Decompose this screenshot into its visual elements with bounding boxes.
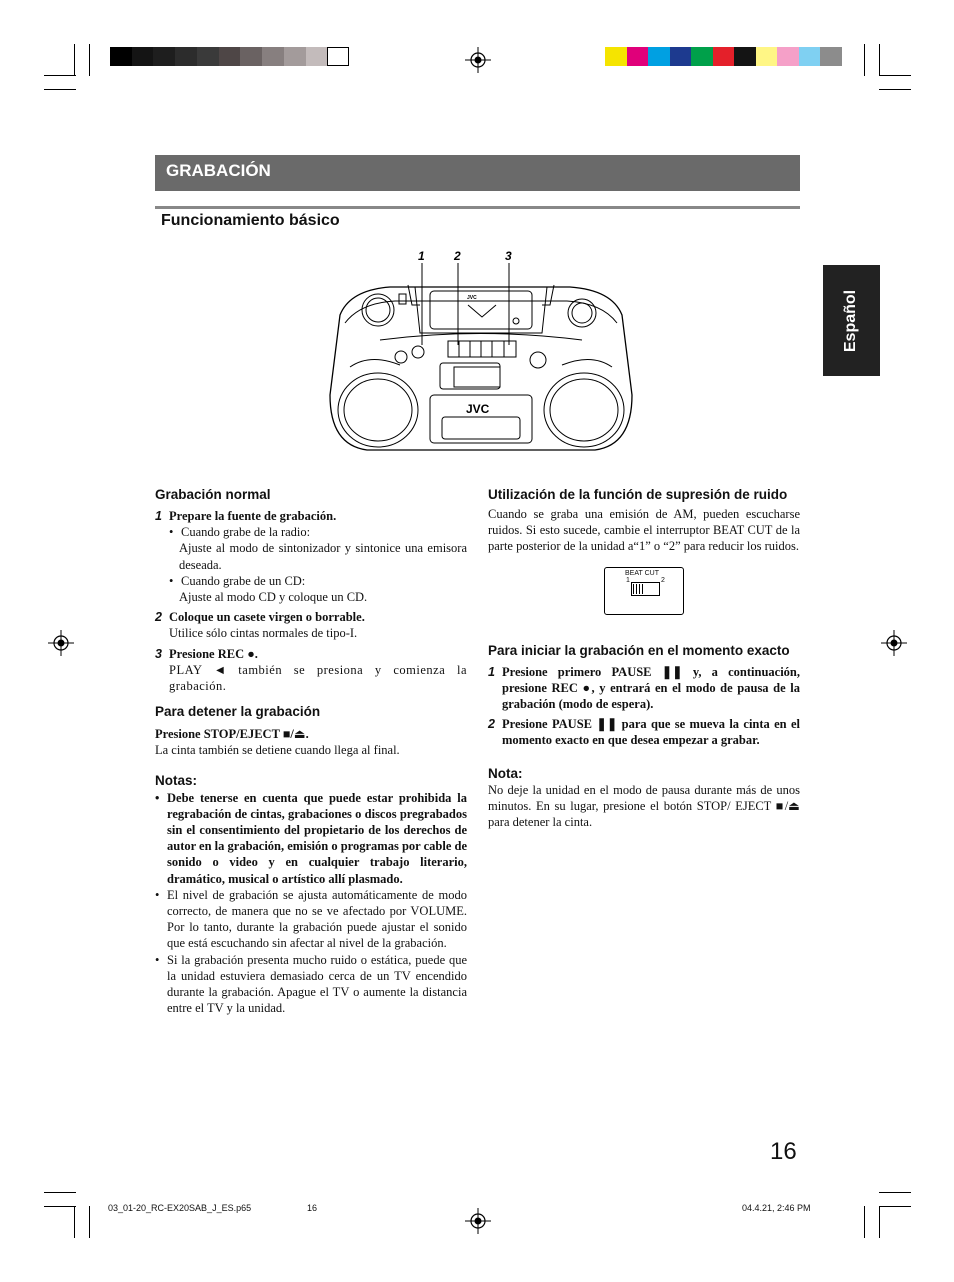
bullet-dot: •	[155, 887, 160, 902]
heading-momento-exacto: Para iniciar la grabación en el momento exacto	[488, 642, 790, 658]
beat-cut-slider-track	[631, 582, 660, 596]
step-number: 3	[155, 646, 162, 661]
stop-note: La cinta también se detiene cuando llega al final.	[155, 743, 400, 758]
crop-mark	[74, 44, 75, 76]
bullet-dot: •	[155, 952, 160, 967]
color-swatch	[777, 47, 799, 66]
step-title: Coloque un casete virgen o borrable.	[169, 610, 365, 625]
crop-mark	[44, 89, 76, 90]
crop-mark	[879, 1206, 911, 1207]
cd-lid	[415, 287, 547, 333]
color-swatch	[648, 47, 670, 66]
color-swatch	[605, 47, 627, 66]
section-title: GRABACIÓN	[166, 161, 271, 180]
color-swatch	[756, 47, 778, 66]
exact-step-2	[488, 716, 800, 748]
subsection-title: Funcionamiento básico	[161, 212, 340, 229]
crop-mark	[89, 44, 90, 76]
crop-mark	[44, 1206, 76, 1207]
color-swatch	[197, 47, 219, 66]
color-swatch	[670, 47, 692, 66]
step-text: Presione PAUSE ❚❚ para que se mueva la cinta en el momento exacto en que desea empezar a grabar.	[502, 717, 800, 748]
color-swatch	[327, 47, 349, 66]
registration-mark-top	[465, 47, 491, 73]
left-speaker	[338, 373, 418, 447]
beat-cut-slider-knob	[633, 584, 645, 594]
right-speaker	[544, 373, 624, 447]
noise-body: Cuando se graba una emisión de AM, pueden escucharse ruidos. Si esto sucede, cambie el interruptor BEAT CUT de la parte posterior de la unidad a“1” o “2” para reducir los ruidos.	[488, 507, 800, 554]
callout-1: 1	[418, 249, 425, 263]
color-swatch	[734, 47, 756, 66]
color-swatch	[153, 47, 175, 66]
color-swatch	[799, 47, 821, 66]
crop-mark	[879, 75, 911, 76]
bullet-item	[155, 524, 467, 540]
step-2	[155, 609, 467, 625]
step-title: Prepare la fuente de grabación.	[169, 509, 337, 523]
crop-mark	[864, 1206, 865, 1238]
language-tab-text: Español	[842, 289, 860, 352]
step-title: Presione REC ●.	[169, 646, 258, 661]
step-text: Presione primero PAUSE ❚❚ y, a continuación, presione REC ●, y entrará en el modo de pausa de la grabación (modo de espera).	[502, 664, 800, 712]
registration-mark-left	[48, 630, 74, 656]
color-swatch	[175, 47, 197, 66]
crop-mark	[44, 75, 76, 76]
volume-knob	[362, 294, 394, 326]
registration-mark-bottom	[465, 1208, 491, 1234]
note-item	[155, 790, 467, 887]
exact-step-1	[488, 664, 800, 713]
note-item	[155, 952, 467, 1017]
crop-mark	[89, 1206, 90, 1238]
heading-nota: Nota:	[488, 765, 523, 781]
bullet-item	[155, 573, 467, 589]
registration-mark-right	[881, 630, 907, 656]
step-1	[155, 508, 467, 524]
nota-body: No deje la unidad en el modo de pausa durante más de unos minutos. En su lugar, presione el botón STOP/ EJECT ■/⏏ para detener la cinta.	[488, 782, 800, 830]
stop-instruction: Presione STOP/EJECT ■/⏏.	[155, 727, 309, 742]
footer-date: 04.4.21, 2:46 PM	[742, 1203, 811, 1213]
heading-grabacion-normal: Grabación normal	[155, 487, 271, 502]
footer-page: 16	[307, 1203, 318, 1213]
bullet-detail: Ajuste al modo de sintonizador y sintonice una emisora deseada.	[179, 541, 467, 572]
crop-mark	[879, 44, 880, 76]
step-3	[155, 646, 467, 662]
callout-2: 2	[454, 249, 461, 263]
crop-mark	[879, 1206, 880, 1238]
bullet-dot: •	[169, 525, 174, 540]
brand-logo: JVC	[466, 402, 490, 416]
crop-mark	[74, 1206, 75, 1238]
beat-cut-pos-2: 2	[661, 576, 665, 584]
note-item	[155, 887, 467, 952]
color-swatch	[219, 47, 241, 66]
cmyk-color-bar	[605, 47, 842, 66]
color-swatch	[110, 47, 132, 66]
color-swatch	[627, 47, 649, 66]
note-text: Si la grabación presenta mucho ruido o estática, puede que la unidad estuviera demasiado cerca de un TV encendido durante la grabación. Apague el TV o aumente la distancia entre el TV y la unidad.	[167, 952, 467, 1016]
color-swatch	[820, 47, 842, 66]
crop-mark	[879, 89, 911, 90]
beat-cut-label: BEAT CUT	[625, 569, 659, 577]
color-swatch	[691, 47, 713, 66]
step-detail: Utilice sólo cintas normales de tipo-I.	[169, 626, 358, 641]
heading-notas: Notas:	[155, 772, 198, 788]
step-number: 1	[155, 509, 162, 523]
bullet-detail: Ajuste al modo CD y coloque un CD.	[179, 590, 368, 605]
heading-para-detener: Para detener la grabación	[155, 704, 321, 720]
bullet-text: Cuando grabe de un CD:	[181, 573, 306, 588]
section-rule	[155, 206, 800, 209]
beat-cut-switch	[604, 567, 684, 615]
gray-color-bar	[110, 47, 349, 66]
note-text: Debe tenerse en cuenta que puede estar prohibida la regrabación de cintas, grabaciones o discos pregrabados sin el consentimiento del propietario de los derechos de autor en la grabación, emisión o programas por cable de sonido o video y en cualquier trabajo literario, dramático, musical o artístico allí plasmado.	[167, 790, 467, 886]
bullet-dot: •	[155, 790, 160, 805]
note-text: El nivel de grabación se ajusta automáticamente de modo correcto, de manera que no se ve afectado por VOLUME. Por lo tanto, durante la grabación puede ajustar el sonido que está escuchando sin afectar al nivel de la grabación.	[167, 887, 467, 951]
step-number: 2	[155, 610, 162, 625]
bullet-dot: •	[169, 573, 174, 588]
footer-file: 03_01-20_RC-EX20SAB_J_ES.p65	[108, 1203, 252, 1213]
page-number: 16	[770, 1138, 797, 1165]
color-swatch	[240, 47, 262, 66]
small-brand-logo: JVC	[467, 295, 477, 301]
step-detail: PLAY ◄ también se presiona y comienza la grabación.	[169, 662, 467, 694]
beat-cut-pos-1: 1	[626, 576, 630, 584]
heading-supresion-ruido: Utilización de la función de supresión de ruido	[488, 487, 788, 502]
right-column	[488, 486, 800, 830]
crop-mark	[864, 44, 865, 76]
language-tab-label	[823, 265, 880, 376]
bullet-text: Cuando grabe de la radio:	[181, 525, 311, 540]
crop-mark	[879, 1192, 911, 1193]
boombox-diagram	[320, 245, 642, 460]
color-swatch	[306, 47, 328, 66]
color-swatch	[713, 47, 735, 66]
step-number: 1	[488, 664, 495, 679]
callout-3: 3	[505, 249, 512, 263]
color-swatch	[284, 47, 306, 66]
crop-mark	[44, 1192, 76, 1193]
step-number: 2	[488, 717, 495, 732]
boombox-body	[330, 287, 632, 450]
left-column	[155, 486, 467, 1016]
color-swatch	[132, 47, 154, 66]
color-swatch	[262, 47, 284, 66]
